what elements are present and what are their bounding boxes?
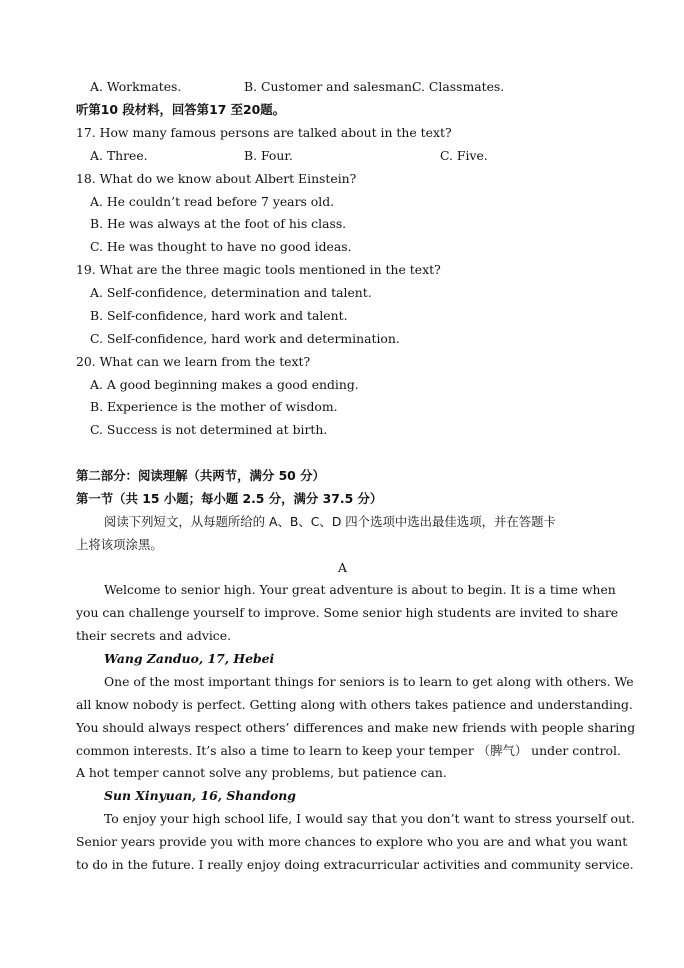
q20-option-c: C. Success is not determined at birth. (90, 422, 328, 437)
part2-instruction-line2: 上将该项涂黑。 (76, 537, 163, 552)
passage-para1-line5: A hot temper cannot solve any problems, but patience can. (76, 765, 447, 780)
q16-option-b: B. Customer and salesman. (244, 79, 416, 94)
q18-option-b: B. He was always at the foot of his class. (90, 216, 347, 231)
passage-intro-line3: their secrets and advice. (76, 628, 232, 643)
q18-question: 18. What do we know about Albert Einstein? (76, 171, 357, 186)
q18-option-c: C. He was thought to have no good ideas. (90, 239, 352, 254)
q19-option-b: B. Self-confidence, hard work and talent. (90, 308, 348, 323)
passage-para2-line2: Senior years provide you with more chances to explore who you are and what you want (76, 834, 628, 849)
q20-question: 20. What can we learn from the text? (76, 354, 311, 369)
passage-para1-line1: One of the most important things for seniors is to learn to get along with others. We (104, 674, 634, 689)
q20-option-b: B. Experience is the mother of wisdom. (90, 399, 338, 414)
passage-para2-line1: To enjoy your high school life, I would say that you don’t want to stress yourself out. (104, 811, 635, 826)
q16-option-c: C. Classmates. (412, 79, 505, 94)
q17-question: 17. How many famous persons are talked about in the text? (76, 125, 452, 140)
passage-intro-line2: you can challenge yourself to improve. Some senior high students are invited to share (76, 605, 619, 620)
passage-para1-line4: common interests. It’s also a time to learn to keep your temper （脾气） under control. (76, 743, 621, 758)
passage-para1-line3: You should always respect others’ differences and make new friends with people sharing (76, 720, 636, 735)
q20-option-a: A. A good beginning makes a good ending. (90, 377, 359, 392)
part2-section1-heading: 第一节（共 15 小题；每小题 2.5 分，满分 37.5 分） (76, 491, 383, 506)
q19-option-a: A. Self-confidence, determination and talent. (90, 285, 372, 300)
part2-instruction-line1: 阅读下列短文，从每题所给的 A、B、C、D 四个选项中选出最佳选项，并在答题卡 (104, 514, 556, 529)
q17-option-a: A. Three. (90, 148, 148, 163)
section-10-heading: 听第10 段材料，回答第17 至20题。 (76, 102, 286, 117)
q17-option-b: B. Four. (244, 148, 293, 163)
passage-author2: Sun Xinyuan, 16, Shandong (104, 788, 296, 803)
q19-option-c: C. Self-confidence, hard work and determination. (90, 331, 400, 346)
q19-question: 19. What are the three magic tools mentioned in the text? (76, 262, 441, 277)
passage-intro-line1: Welcome to senior high. Your great adventure is about to begin. It is a time when (104, 582, 616, 597)
q17-option-c: C. Five. (440, 148, 488, 163)
part2-title: 第二部分：阅读理解（共两节，满分 50 分） (76, 468, 325, 483)
passage-para1-line2: all know nobody is perfect. Getting along with others takes patience and understanding. (76, 697, 633, 712)
q18-option-a: A. He couldn’t read before 7 years old. (90, 194, 335, 209)
passage-para2-line3: to do in the future. I really enjoy doing extracurricular activities and community service. (76, 857, 634, 872)
passage-letter: A (338, 560, 347, 575)
q16-option-a: A. Workmates. (90, 79, 182, 94)
passage-author1: Wang Zanduo, 17, Hebei (104, 651, 275, 666)
